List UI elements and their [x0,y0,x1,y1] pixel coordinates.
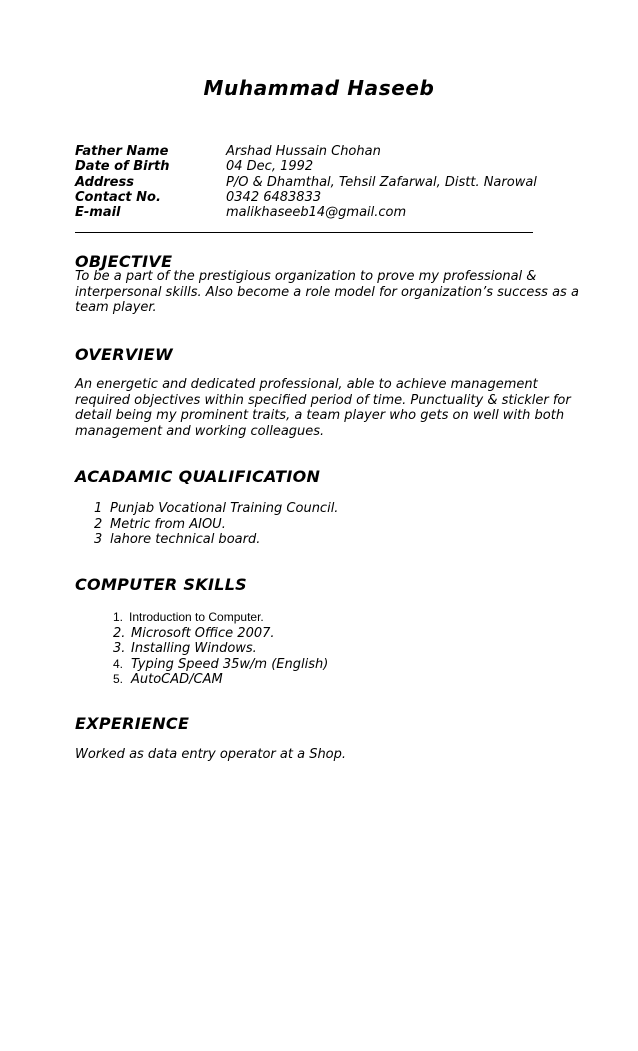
experience-text [75,747,575,763]
info-value: malikhaseeb14@gmail.com [226,205,407,221]
objective-line: To be a part of the prestigious organization to prove my professional & [75,269,537,284]
info-value: 0342 6483833 [226,189,322,205]
list-text: Metric from AIOU. [110,516,226,532]
list-item [94,501,338,517]
info-label: Address [75,174,134,190]
list-number: 1. [113,610,124,624]
info-label: Contact No. [75,189,161,205]
list-number: 3. [113,641,126,657]
academic-list [94,501,338,548]
info-row-address [75,175,545,190]
list-number: 5. [113,672,124,687]
info-row-email [75,205,545,220]
list-text: Introduction to Computer. [129,610,264,624]
objective-heading: OBJECTIVE [75,252,173,271]
list-text: Installing Windows. [131,641,257,657]
info-row-date-of-birth [75,159,545,174]
objective-line: team player. [75,300,157,316]
info-row-contact [75,190,545,205]
info-row-father-name [75,144,545,159]
header-divider [75,232,533,233]
list-number: 2 [94,516,103,532]
list-item [113,641,328,657]
overview-text [75,377,575,439]
list-item [113,657,328,673]
list-text: Punjab Vocational Training Council. [110,501,339,516]
list-number: 2. [113,625,126,641]
experience-heading: EXPERIENCE [75,714,190,733]
computer-skills-list [113,610,328,688]
list-item [113,610,328,626]
list-text: Typing Speed 35w/m (English) [131,656,329,672]
overview-line: required objectives within specified period of time. Punctuality & stickler for [75,392,571,408]
list-item [94,532,338,548]
info-label: E-mail [75,205,121,221]
overview-line: detail being my prominent traits, a team player who gets on well with both [75,408,565,424]
info-value: 04 Dec, 1992 [226,159,314,175]
list-number: 1 [94,501,103,516]
info-label: Date of Birth [75,159,170,175]
list-text: AutoCAD/CAM [131,672,223,688]
list-number: 3 [94,532,103,548]
computer-skills-heading: COMPUTER SKILLS [75,575,248,594]
info-value: Arshad Hussain Chohan [226,144,381,159]
objective-text [75,269,579,316]
list-item [113,626,328,642]
overview-line: management and working colleagues. [75,423,325,439]
overview-heading: OVERVIEW [75,345,173,364]
objective-line: interpersonal skills. Also become a role model for organization’s success as a [75,284,579,300]
list-number: 4. [113,656,124,671]
personal-info [75,144,545,220]
list-text: lahore technical board. [110,532,261,548]
experience-line: Worked as data entry operator at a Shop. [75,747,347,762]
list-text: Microsoft Office 2007. [131,625,275,641]
list-item [113,672,328,688]
academic-heading: ACADAMIC QUALIFICATION [75,467,321,486]
info-value: P/O & Dhamthal, Tehsil Zafarwal, Distt. Narowal [226,174,537,190]
list-item [94,517,338,533]
overview-line: An energetic and dedicated professional, able to achieve management [75,377,538,392]
applicant-name: Muhammad Haseeb [203,76,435,100]
info-label: Father Name [75,144,169,159]
